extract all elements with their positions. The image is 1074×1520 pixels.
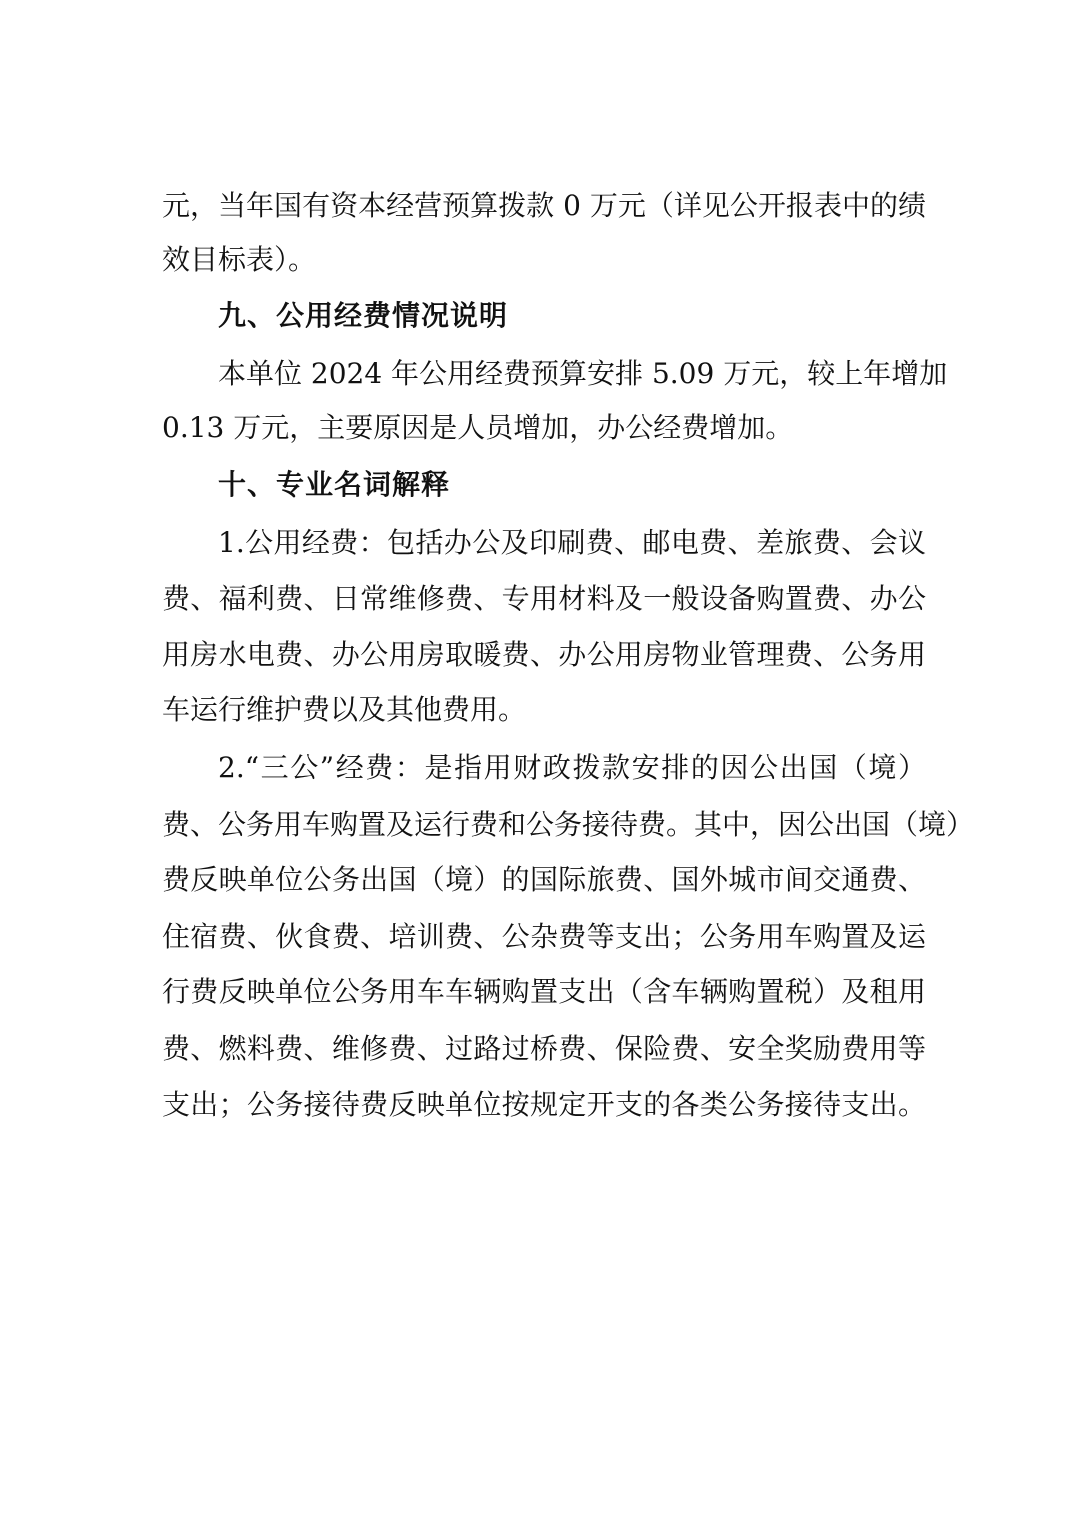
body-text-line: 元，当年国有资本经营预算拨款 0 万元（详见公开报表中的绩 (162, 189, 926, 222)
body-text-line: 车运行维护费以及其他费用。 (162, 693, 527, 726)
body-text-line: 2.“三公”经费：是指用财政拨款安排的因公出国（境） (218, 751, 926, 784)
body-text-line: 费、福利费、日常维修费、专用材料及一般设备购置费、办公 (162, 582, 926, 615)
body-text-line: 费反映单位公务出国（境）的国际旅费、国外城市间交通费、 (162, 863, 926, 896)
body-text-line: 支出；公务接待费反映单位按规定开支的各类公务接待支出。 (162, 1088, 926, 1121)
body-text-line: 本单位 2024 年公用经费预算安排 5.09 万元，较上年增加 (218, 357, 948, 390)
body-text-line: 行费反映单位公务用车车辆购置支出（含车辆购置税）及租用 (162, 975, 926, 1008)
body-text-line: 住宿费、伙食费、培训费、公杂费等支出；公务用车购置及运 (162, 920, 926, 953)
section-heading-10: 十、专业名词解释 (218, 468, 451, 501)
body-text-line: 费、燃料费、维修费、过路过桥费、保险费、安全奖励费用等 (162, 1032, 926, 1065)
body-text-line: 1.公用经费：包括办公及印刷费、邮电费、差旅费、会议 (218, 526, 926, 559)
body-text-line: 用房水电费、办公用房取暖费、办公用房物业管理费、公务用 (162, 638, 926, 671)
body-text-line: 0.13 万元，主要原因是人员增加，办公经费增加。 (162, 411, 794, 444)
section-heading-9: 九、公用经费情况说明 (218, 299, 509, 332)
body-text-line: 费、公务用车购置及运行费和公务接待费。其中，因公出国（境） (162, 808, 975, 841)
body-text-line: 效目标表）。 (162, 243, 317, 276)
